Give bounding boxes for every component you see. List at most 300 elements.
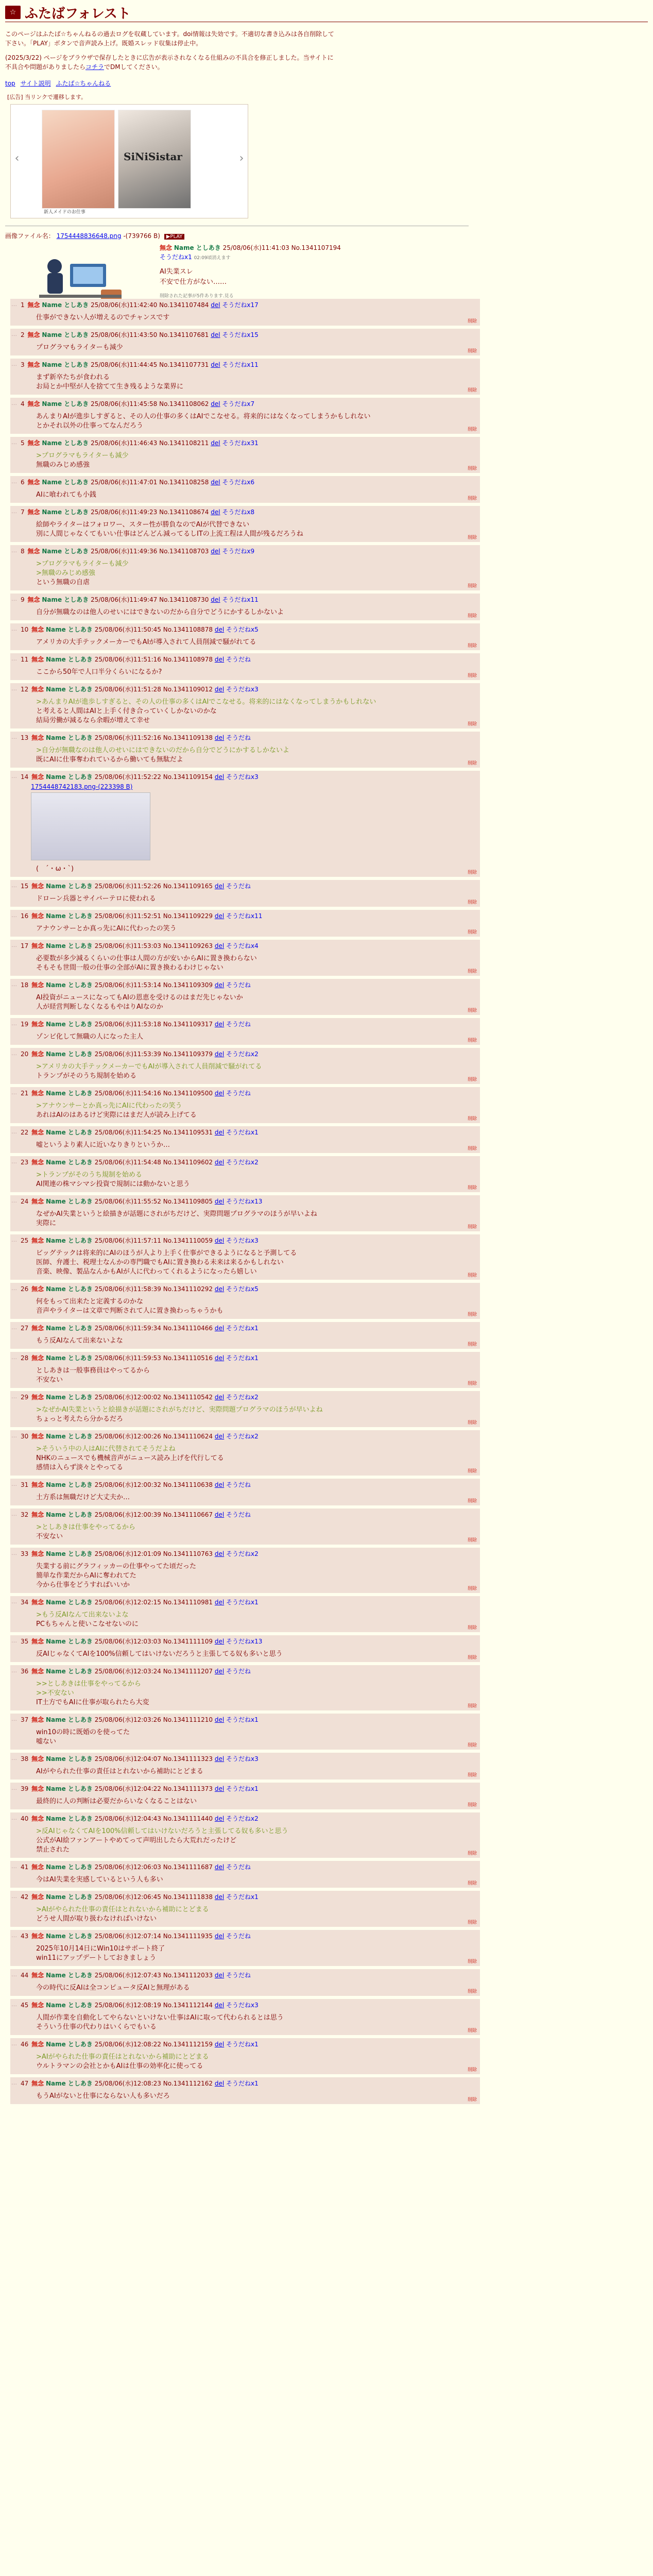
- reply-index: 21: [21, 1090, 29, 1097]
- reply-number[interactable]: No.1341108978: [163, 656, 213, 663]
- reply-number[interactable]: No.1341109138: [163, 734, 213, 741]
- reply-del-button[interactable]: del: [214, 1511, 225, 1518]
- reply-datetime: 25/08/06(水)12:00:32: [94, 1481, 161, 1488]
- reply-delete-mark[interactable]: 削除: [467, 1959, 477, 1964]
- reply-index: 6: [21, 479, 25, 486]
- reply-sodane-button[interactable]: そうだねx5: [226, 626, 259, 633]
- reply-datetime: 25/08/06(水)12:01:09: [94, 1550, 161, 1557]
- contact-link[interactable]: コチラ: [85, 63, 105, 71]
- reply-del-button[interactable]: del: [214, 981, 225, 989]
- reply-marker: …: [11, 1598, 17, 1605]
- ad-image-right[interactable]: [118, 110, 191, 209]
- reply-sodane-button[interactable]: そうだねx2: [226, 1394, 259, 1401]
- reply-del-button[interactable]: del: [214, 1668, 225, 1675]
- reply-number[interactable]: No.1341112159: [163, 2041, 213, 2048]
- reply-sodane-button[interactable]: そうだねx3: [226, 1755, 259, 1762]
- reply-del-button[interactable]: del: [214, 2080, 225, 2087]
- op-file-link[interactable]: 1754448836648.png: [56, 232, 122, 240]
- reply-text-line: あんまりAIが進歩しすぎると、その人の仕事の多くはAIでこなせる。将来的にはなくなってしまうかもしれない: [36, 413, 371, 420]
- reply-delete-mark[interactable]: 削除: [467, 930, 477, 935]
- reply-header: [21, 655, 476, 664]
- reply-delete-mark[interactable]: 削除: [467, 427, 477, 432]
- reply-sodane-button[interactable]: そうだねx2: [226, 1433, 259, 1440]
- reply-index: 1: [21, 301, 25, 309]
- reply-number[interactable]: No.1341112144: [163, 2002, 213, 2009]
- reply-text-line: お局とか中堅が人を捨てて生き残るような業界に: [36, 383, 184, 391]
- reply-number[interactable]: No.1341111109: [163, 1638, 213, 1645]
- reply-name: Name としあき: [45, 1511, 93, 1518]
- reply-number[interactable]: No.1341111838: [163, 1893, 213, 1901]
- op-name: Name としあき: [174, 244, 221, 251]
- reply-image-thumbnail[interactable]: [31, 792, 150, 860]
- reply-number[interactable]: No.1341110059: [163, 1237, 213, 1244]
- reply-marker: …: [11, 547, 17, 554]
- reply-del-button[interactable]: del: [214, 883, 225, 890]
- reply-number[interactable]: No.1341109317: [163, 1021, 213, 1028]
- reply-number[interactable]: No.1341109229: [163, 912, 213, 920]
- reply-body: [36, 520, 476, 539]
- reply-number[interactable]: No.1341109805: [163, 1198, 213, 1205]
- reply-sodane-button[interactable]: そうだねx3: [226, 773, 259, 781]
- reply-delete-mark[interactable]: 削除: [467, 1146, 477, 1151]
- reply-datetime: 25/08/06(水)11:51:28: [94, 686, 161, 693]
- reply-del-button[interactable]: del: [214, 1237, 225, 1244]
- reply-name: Name としあき: [45, 1394, 93, 1401]
- reply-delete-mark[interactable]: 削除: [467, 1803, 477, 1808]
- reply-sodane-button[interactable]: そうだね: [226, 1090, 251, 1097]
- reply-sodane-button[interactable]: そうだね: [226, 1481, 251, 1488]
- reply-delete-mark[interactable]: 削除: [467, 2067, 477, 2073]
- reply-delete-mark[interactable]: 削除: [467, 673, 477, 679]
- reply-delete-mark[interactable]: 削除: [467, 2097, 477, 2103]
- reply-delete-mark[interactable]: 削除: [467, 1273, 477, 1278]
- reply-del-button[interactable]: del: [211, 439, 220, 447]
- reply-body: [36, 954, 476, 973]
- reply-sodane-button[interactable]: そうだねx1: [226, 1716, 259, 1723]
- reply-number[interactable]: No.1341108878: [163, 626, 213, 633]
- reply-del-button[interactable]: del: [214, 1599, 225, 1606]
- reply-text-line: としあきは一般事務員はやってるから: [36, 1367, 150, 1375]
- reply-number[interactable]: No.1341109531: [163, 1129, 213, 1136]
- reply-body: [36, 1984, 476, 1993]
- reply-header: [21, 1637, 476, 1646]
- nav-about-link[interactable]: サイト説明: [20, 80, 51, 87]
- reply-del-button[interactable]: del: [214, 1716, 225, 1723]
- reply-datetime: 25/08/06(水)12:07:43: [94, 1972, 161, 1979]
- carousel-next-icon[interactable]: ›: [239, 152, 244, 165]
- reply-marker: …: [11, 685, 17, 692]
- reply-post: [10, 940, 480, 976]
- reply-delete-mark[interactable]: 削除: [467, 1225, 477, 1230]
- reply-delete-mark[interactable]: 削除: [467, 1008, 477, 1013]
- reply-sodane-button[interactable]: そうだねx2: [226, 1050, 259, 1058]
- reply-delete-mark[interactable]: 削除: [467, 1773, 477, 1778]
- reply-del-button[interactable]: del: [214, 1815, 225, 1822]
- reply-del-button[interactable]: del: [214, 686, 225, 693]
- reply-number[interactable]: No.1341110667: [163, 1511, 213, 1518]
- reply-header: [21, 1089, 476, 1097]
- reply-delete-mark[interactable]: 削除: [467, 1469, 477, 1474]
- reply-datetime: 25/08/06(水)11:58:39: [94, 1285, 161, 1293]
- reply-post: [10, 1126, 480, 1153]
- reply-number[interactable]: No.1341107681: [159, 331, 209, 338]
- reply-sodane-button[interactable]: そうだねx1: [226, 1129, 259, 1136]
- reply-number[interactable]: No.1341107484: [159, 301, 209, 309]
- reply-del-button[interactable]: del: [214, 1755, 225, 1762]
- reply-delete-mark[interactable]: 削除: [467, 1586, 477, 1591]
- carousel-prev-icon[interactable]: ‹: [14, 152, 20, 165]
- reply-sodane-button[interactable]: そうだねx6: [222, 479, 255, 486]
- reply-post: [10, 1783, 480, 1809]
- reply-quote-line: >無職のみじめ感強: [36, 569, 95, 577]
- reply-del-button[interactable]: del: [214, 1325, 225, 1332]
- reply-number[interactable]: No.1341109309: [163, 981, 213, 989]
- reply-del-button[interactable]: del: [214, 1550, 225, 1557]
- reply-del-button[interactable]: del: [214, 1021, 225, 1028]
- reply-number[interactable]: No.1341108703: [159, 548, 209, 555]
- reply-number[interactable]: No.1341109165: [163, 883, 213, 890]
- reply-del-button[interactable]: del: [211, 548, 220, 555]
- reply-sodane-button[interactable]: そうだねx13: [226, 1638, 263, 1645]
- reply-index: 3: [21, 361, 25, 368]
- reply-text-line: 絵師やライターはフォロワー、スター性が勝負なのでAIが代替できない: [36, 521, 250, 529]
- reply-sodane-button[interactable]: そうだねx13: [226, 1198, 263, 1205]
- play-button[interactable]: ▶PLAY: [164, 234, 185, 240]
- reply-index: 7: [21, 509, 25, 516]
- reply-index: 15: [21, 883, 29, 890]
- reply-number[interactable]: No.1341108674: [159, 509, 209, 516]
- op-text-line-1: AI失業スレ: [160, 268, 193, 276]
- reply-datetime: 25/08/06(水)11:59:53: [94, 1354, 161, 1362]
- reply-sodane-button[interactable]: そうだね: [226, 1668, 251, 1675]
- reply-delete-mark[interactable]: 削除: [467, 969, 477, 974]
- reply-delete-mark[interactable]: 削除: [467, 319, 477, 324]
- reply-del-button[interactable]: del: [214, 734, 225, 741]
- reply-post: [10, 437, 480, 473]
- reply-subject: 無念: [31, 2080, 44, 2087]
- reply-delete-mark[interactable]: 削除: [467, 1851, 477, 1856]
- reply-delete-mark[interactable]: 削除: [467, 1499, 477, 1504]
- reply-post: [10, 476, 480, 503]
- reply-sodane-button[interactable]: そうだね: [226, 1511, 251, 1518]
- reply-sodane-button[interactable]: そうだねx2: [226, 1159, 259, 1166]
- reply-subject: 無念: [31, 1550, 44, 1557]
- reply-number[interactable]: No.1341111207: [163, 1668, 213, 1675]
- reply-del-button[interactable]: del: [214, 942, 225, 950]
- reply-header: [21, 508, 476, 516]
- ad-caption-left: 新人メイドのお仕事: [44, 210, 85, 215]
- reply-sodane-button[interactable]: そうだねx8: [222, 509, 255, 516]
- reply-number[interactable]: No.1341111323: [163, 1755, 213, 1762]
- reply-sodane-button[interactable]: そうだねx3: [226, 2002, 259, 2009]
- reply-delete-mark[interactable]: 削除: [467, 1989, 477, 1994]
- reply-name: Name としあき: [45, 1785, 93, 1792]
- reply-sodane-button[interactable]: そうだね: [226, 883, 251, 890]
- reply-delete-mark[interactable]: 削除: [467, 722, 477, 727]
- reply-delete-mark[interactable]: 削除: [467, 1420, 477, 1426]
- reply-del-button[interactable]: del: [214, 1433, 225, 1440]
- site-title[interactable]: ふたばフォレスト: [25, 6, 131, 22]
- reply-post: [10, 1479, 480, 1505]
- reply-sodane-button[interactable]: そうだね: [226, 1021, 251, 1028]
- reply-sodane-button[interactable]: そうだねx11: [222, 361, 259, 368]
- reply-sodane-button[interactable]: そうだねx1: [226, 1354, 259, 1362]
- reply-number[interactable]: No.1341110516: [163, 1354, 213, 1362]
- reply-sodane-button[interactable]: そうだね: [226, 656, 251, 663]
- reply-number[interactable]: No.1341111440: [163, 1815, 213, 1822]
- reply-sodane-button[interactable]: そうだねx3: [226, 1237, 259, 1244]
- reply-index: 46: [21, 2041, 29, 2048]
- reply-sodane-button[interactable]: そうだねx3: [226, 686, 259, 693]
- op-sodane-button[interactable]: そうだねx1: [160, 253, 192, 261]
- op-number[interactable]: No.1341107194: [291, 244, 341, 251]
- reply-index: 42: [21, 1893, 29, 1901]
- reply-header: [21, 1236, 476, 1245]
- reply-number[interactable]: No.1341109379: [163, 1050, 213, 1058]
- reply-delete-mark[interactable]: 削除: [467, 1185, 477, 1191]
- reply-text-line: win10の時に既婚のを使ってた: [36, 1728, 130, 1736]
- reply-del-button[interactable]: del: [214, 1354, 225, 1362]
- reply-del-button[interactable]: del: [214, 1785, 225, 1792]
- reply-name: Name としあき: [45, 1933, 93, 1940]
- reply-subject: 無念: [31, 1159, 44, 1166]
- reply-sodane-button[interactable]: そうだねx11: [226, 912, 263, 920]
- reply-delete-mark[interactable]: 削除: [467, 1381, 477, 1386]
- reply-sodane-button[interactable]: そうだねx5: [226, 1285, 259, 1293]
- op-deleted-note[interactable]: 削除された記事が5件あります.見る: [160, 294, 234, 299]
- reply-del-button[interactable]: del: [214, 2041, 225, 2048]
- reply-number[interactable]: No.1341111935: [163, 1933, 213, 1940]
- reply-header: [21, 685, 476, 693]
- reply-number[interactable]: No.1341110292: [163, 1285, 213, 1293]
- reply-delete-mark[interactable]: 削除: [467, 584, 477, 589]
- reply-text-line: という無職の自虐: [36, 579, 90, 586]
- reply-del-button[interactable]: del: [211, 596, 220, 603]
- reply-post: [10, 880, 480, 907]
- reply-number[interactable]: No.1341110466: [163, 1325, 213, 1332]
- nav-top-link[interactable]: top: [5, 80, 15, 87]
- reply-del-button[interactable]: del: [214, 1481, 225, 1488]
- reply-sodane-button[interactable]: そうだねx1: [226, 1599, 259, 1606]
- reply-del-button[interactable]: del: [214, 1050, 225, 1058]
- reply-del-button[interactable]: del: [211, 331, 220, 338]
- reply-body: [36, 1141, 476, 1150]
- reply-del-button[interactable]: del: [214, 912, 225, 920]
- reply-post: [10, 1234, 480, 1280]
- reply-text-line: とかそれ以外の仕事ってなんだろう: [36, 422, 144, 430]
- nav-futaba-link[interactable]: ふたば☆ちゃんねる: [56, 80, 111, 87]
- reply-del-button[interactable]: del: [214, 2002, 225, 2009]
- reply-del-button[interactable]: del: [214, 1972, 225, 1979]
- ad-image-left[interactable]: [42, 110, 115, 209]
- reply-number[interactable]: No.1341111687: [163, 1863, 213, 1871]
- reply-marker: …: [11, 1893, 17, 1900]
- reply-text-line: 別に人間じゃなくてもいい仕事はどんどん減ってるしITの上流工程は人間が残るだろうね: [36, 530, 303, 538]
- reply-file-link[interactable]: 1754448742183.png-(223398 B): [31, 783, 133, 790]
- reply-delete-mark[interactable]: 削除: [467, 1077, 477, 1082]
- site-notice: [5, 29, 335, 72]
- reply-number[interactable]: No.1341111373: [163, 1785, 213, 1792]
- reply-delete-mark[interactable]: 削除: [467, 870, 477, 875]
- reply-text-line: 不安ない: [36, 1376, 63, 1384]
- reply-header: [21, 981, 476, 989]
- reply-sodane-button[interactable]: そうだねx1: [226, 2080, 259, 2087]
- reply-delete-mark[interactable]: 削除: [467, 1538, 477, 1543]
- reply-sodane-button[interactable]: そうだね: [226, 1933, 251, 1940]
- reply-post: [10, 1861, 480, 1888]
- reply-marker: …: [11, 508, 17, 515]
- reply-number[interactable]: No.1341109154: [163, 773, 213, 781]
- reply-number[interactable]: No.1341108730: [159, 596, 209, 603]
- reply-number[interactable]: No.1341108211: [159, 439, 209, 447]
- reply-datetime: 25/08/06(水)12:08:23: [94, 2080, 161, 2087]
- reply-del-button[interactable]: del: [211, 301, 220, 309]
- reply-sodane-button[interactable]: そうだねx31: [222, 439, 259, 447]
- reply-del-button[interactable]: del: [214, 656, 225, 663]
- reply-subject: 無念: [27, 596, 40, 603]
- reply-del-button[interactable]: del: [214, 773, 225, 781]
- reply-index: 4: [21, 400, 25, 408]
- reply-name: Name としあき: [42, 301, 89, 309]
- reply-sodane-button[interactable]: そうだねx9: [222, 548, 255, 555]
- reply-sodane-button[interactable]: そうだねx2: [226, 1550, 259, 1557]
- reply-delete-mark[interactable]: 削除: [467, 1881, 477, 1886]
- reply-number[interactable]: No.1341111210: [163, 1716, 213, 1723]
- reply-delete-mark[interactable]: 削除: [467, 388, 477, 393]
- reply-body: [36, 1650, 476, 1659]
- reply-del-button[interactable]: del: [214, 1129, 225, 1136]
- reply-del-button[interactable]: del: [214, 1863, 225, 1871]
- reply-sodane-button[interactable]: そうだねx17: [222, 301, 259, 309]
- reply-datetime: 25/08/06(水)11:57:11: [94, 1237, 161, 1244]
- reply-sodane-button[interactable]: そうだねx1: [226, 1893, 259, 1901]
- reply-sodane-button[interactable]: そうだねx7: [222, 400, 255, 408]
- reply-del-button[interactable]: del: [214, 1285, 225, 1293]
- ad-carousel[interactable]: [10, 104, 248, 218]
- reply-number[interactable]: No.1341110763: [163, 1550, 213, 1557]
- reply-number[interactable]: No.1341109500: [163, 1090, 213, 1097]
- reply-sodane-button[interactable]: そうだねx1: [226, 1785, 259, 1792]
- reply-index: 2: [21, 331, 25, 338]
- reply-index: 31: [21, 1481, 29, 1488]
- reply-index: 13: [21, 734, 29, 741]
- reply-delete-mark[interactable]: 削除: [467, 1743, 477, 1748]
- reply-post: [10, 732, 480, 768]
- reply-number[interactable]: No.1341110542: [163, 1394, 213, 1401]
- reply-delete-mark[interactable]: 削除: [467, 900, 477, 905]
- reply-del-button[interactable]: del: [211, 479, 220, 486]
- reply-text-line: PCもちゃんと使いこなせないのに: [36, 1620, 139, 1628]
- reply-text-line: もうAIがないと仕事にならない人も多いだろ: [36, 2092, 170, 2100]
- reply-delete-mark[interactable]: 削除: [467, 1038, 477, 1043]
- reply-delete-mark[interactable]: 削除: [467, 643, 477, 649]
- reply-number[interactable]: No.1341108258: [159, 479, 209, 486]
- reply-text-line: もう反AIなんて出来ないよな: [36, 1337, 123, 1345]
- reply-index: 30: [21, 1433, 29, 1440]
- reply-datetime: 25/08/06(水)11:53:18: [94, 1021, 161, 1028]
- reply-index: 40: [21, 1815, 29, 1822]
- reply-index: 17: [21, 942, 29, 950]
- reply-name: Name としあき: [45, 773, 93, 781]
- reply-number[interactable]: No.1341108062: [159, 400, 209, 408]
- reply-text-line: ビッグテックは将来的にAIのほうが人より上手く仕事ができるようになると予測してる: [36, 1249, 297, 1257]
- reply-post: [10, 1665, 480, 1710]
- reply-sodane-button[interactable]: そうだね: [226, 1863, 251, 1871]
- reply-number[interactable]: No.1341110624: [163, 1433, 213, 1440]
- reply-del-button[interactable]: del: [214, 1394, 225, 1401]
- reply-delete-mark[interactable]: 削除: [467, 1342, 477, 1347]
- reply-index: 33: [21, 1550, 29, 1557]
- reply-subject: 無念: [31, 1893, 44, 1901]
- reply-del-button[interactable]: del: [214, 1933, 225, 1940]
- reply-delete-mark[interactable]: 削除: [467, 535, 477, 540]
- reply-sodane-button[interactable]: そうだねx11: [222, 596, 259, 603]
- reply-number[interactable]: No.1341110981: [163, 1599, 213, 1606]
- reply-del-button[interactable]: del: [214, 1893, 225, 1901]
- reply-name: Name としあき: [45, 1159, 93, 1166]
- reply-subject: 無念: [31, 1785, 44, 1792]
- reply-delete-mark[interactable]: 削除: [467, 1116, 477, 1122]
- reply-sodane-button[interactable]: そうだねx1: [226, 1325, 259, 1332]
- reply-del-button[interactable]: del: [214, 626, 225, 633]
- reply-del-button[interactable]: del: [211, 509, 220, 516]
- reply-header: [21, 1598, 476, 1606]
- reply-sodane-button[interactable]: そうだねx1: [226, 2041, 259, 2048]
- reply-del-button[interactable]: del: [214, 1159, 225, 1166]
- reply-delete-mark[interactable]: 削除: [467, 496, 477, 501]
- reply-datetime: 25/08/06(水)11:53:39: [94, 1050, 161, 1058]
- reply-index: 25: [21, 1237, 29, 1244]
- reply-number[interactable]: No.1341112033: [163, 1972, 213, 1979]
- reply-del-button[interactable]: del: [214, 1198, 225, 1205]
- reply-number[interactable]: No.1341112162: [163, 2080, 213, 2087]
- reply-number[interactable]: No.1341107731: [159, 361, 209, 368]
- reply-del-button[interactable]: del: [214, 1638, 225, 1645]
- reply-sodane-button[interactable]: そうだねx2: [226, 1815, 259, 1822]
- reply-sodane-button[interactable]: そうだね: [226, 734, 251, 741]
- reply-body: [36, 1297, 476, 1316]
- reply-header: [21, 1667, 476, 1675]
- reply-delete-mark[interactable]: 削除: [467, 1312, 477, 1317]
- reply-number[interactable]: No.1341110638: [163, 1481, 213, 1488]
- reply-delete-mark[interactable]: 削除: [467, 1625, 477, 1631]
- reply-datetime: 25/08/06(水)12:00:26: [94, 1433, 161, 1440]
- op-file-row: [5, 231, 648, 240]
- reply-delete-mark[interactable]: 削除: [467, 466, 477, 471]
- reply-sodane-button[interactable]: そうだねx4: [226, 942, 259, 950]
- reply-delete-mark[interactable]: 削除: [467, 1655, 477, 1660]
- reply-text-line: NHKのニュースでも機械音声がニュース読み上げを代行してる: [36, 1454, 224, 1462]
- reply-sodane-button[interactable]: そうだね: [226, 1972, 251, 1979]
- reply-body: [36, 1062, 476, 1081]
- reply-sodane-button[interactable]: そうだねx15: [222, 331, 259, 338]
- reply-delete-mark[interactable]: 削除: [467, 614, 477, 619]
- reply-delete-mark[interactable]: 削除: [467, 2028, 477, 2033]
- reply-number[interactable]: No.1341109012: [163, 686, 213, 693]
- reply-number[interactable]: No.1341109263: [163, 942, 213, 950]
- reply-delete-mark[interactable]: 削除: [467, 349, 477, 354]
- reply-delete-mark[interactable]: 削除: [467, 761, 477, 766]
- reply-delete-mark[interactable]: 削除: [467, 1704, 477, 1709]
- reply-text-line: 必要数が多少減るくらいの仕事は人間の方が安いからAIに置き換わらない: [36, 955, 257, 962]
- reply-del-button[interactable]: del: [211, 400, 220, 408]
- reply-del-button[interactable]: del: [214, 1090, 225, 1097]
- reply-del-button[interactable]: del: [211, 361, 220, 368]
- reply-delete-mark[interactable]: 削除: [467, 1920, 477, 1925]
- reply-number[interactable]: No.1341109602: [163, 1159, 213, 1166]
- reply-sodane-button[interactable]: そうだね: [226, 981, 251, 989]
- reply-header: [21, 400, 476, 408]
